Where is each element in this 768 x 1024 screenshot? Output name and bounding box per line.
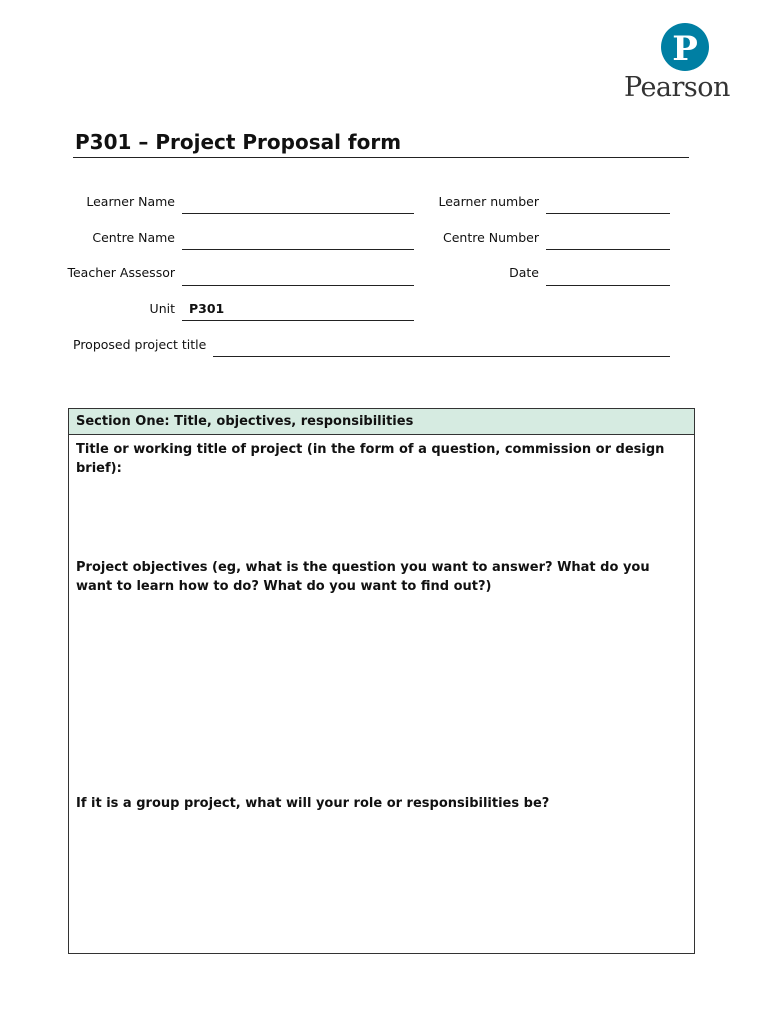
answer-area-working-title[interactable]	[76, 467, 688, 557]
title-divider	[73, 157, 689, 158]
logo-mark-letter: P	[672, 29, 698, 69]
unit-field[interactable]	[182, 320, 414, 321]
teacher-assessor-field[interactable]	[182, 285, 414, 286]
learner-name-label: Learner Name	[86, 194, 175, 209]
question-group-role: If it is a group project, what will your role or responsibilities be?	[76, 796, 550, 811]
project-title-label: Proposed project title	[73, 337, 207, 352]
unit-value: P301	[189, 301, 225, 316]
pearson-wordmark: Pearson	[624, 72, 730, 103]
learner-name-field[interactable]	[182, 213, 414, 214]
question-project-objectives: Project objectives (eg, what is the question you want to answer? What do you want to learn how to do? What do you want to find out?)	[76, 560, 650, 594]
centre-name-field[interactable]	[182, 249, 414, 250]
section-one-heading: Section One: Title, objectives, responsibilities	[69, 409, 694, 435]
centre-number-field[interactable]	[546, 249, 670, 250]
centre-name-label: Centre Name	[92, 230, 175, 245]
section-one-box	[68, 408, 695, 954]
learner-number-label: Learner number	[438, 194, 539, 209]
learner-number-field[interactable]	[546, 213, 670, 214]
date-field[interactable]	[546, 285, 670, 286]
project-title-field[interactable]	[213, 356, 670, 357]
teacher-assessor-label: Teacher Assessor	[67, 265, 175, 280]
answer-area-group-role[interactable]	[76, 819, 688, 944]
page-title: P301 – Project Proposal form	[75, 130, 402, 154]
date-label: Date	[509, 265, 539, 280]
answer-area-project-objectives[interactable]	[76, 601, 688, 786]
unit-label: Unit	[149, 301, 175, 316]
question-working-title: Title or working title of project (in the form of a question, commission or design brief):	[76, 442, 665, 476]
centre-number-label: Centre Number	[443, 230, 539, 245]
pearson-logo-icon	[661, 23, 709, 71]
